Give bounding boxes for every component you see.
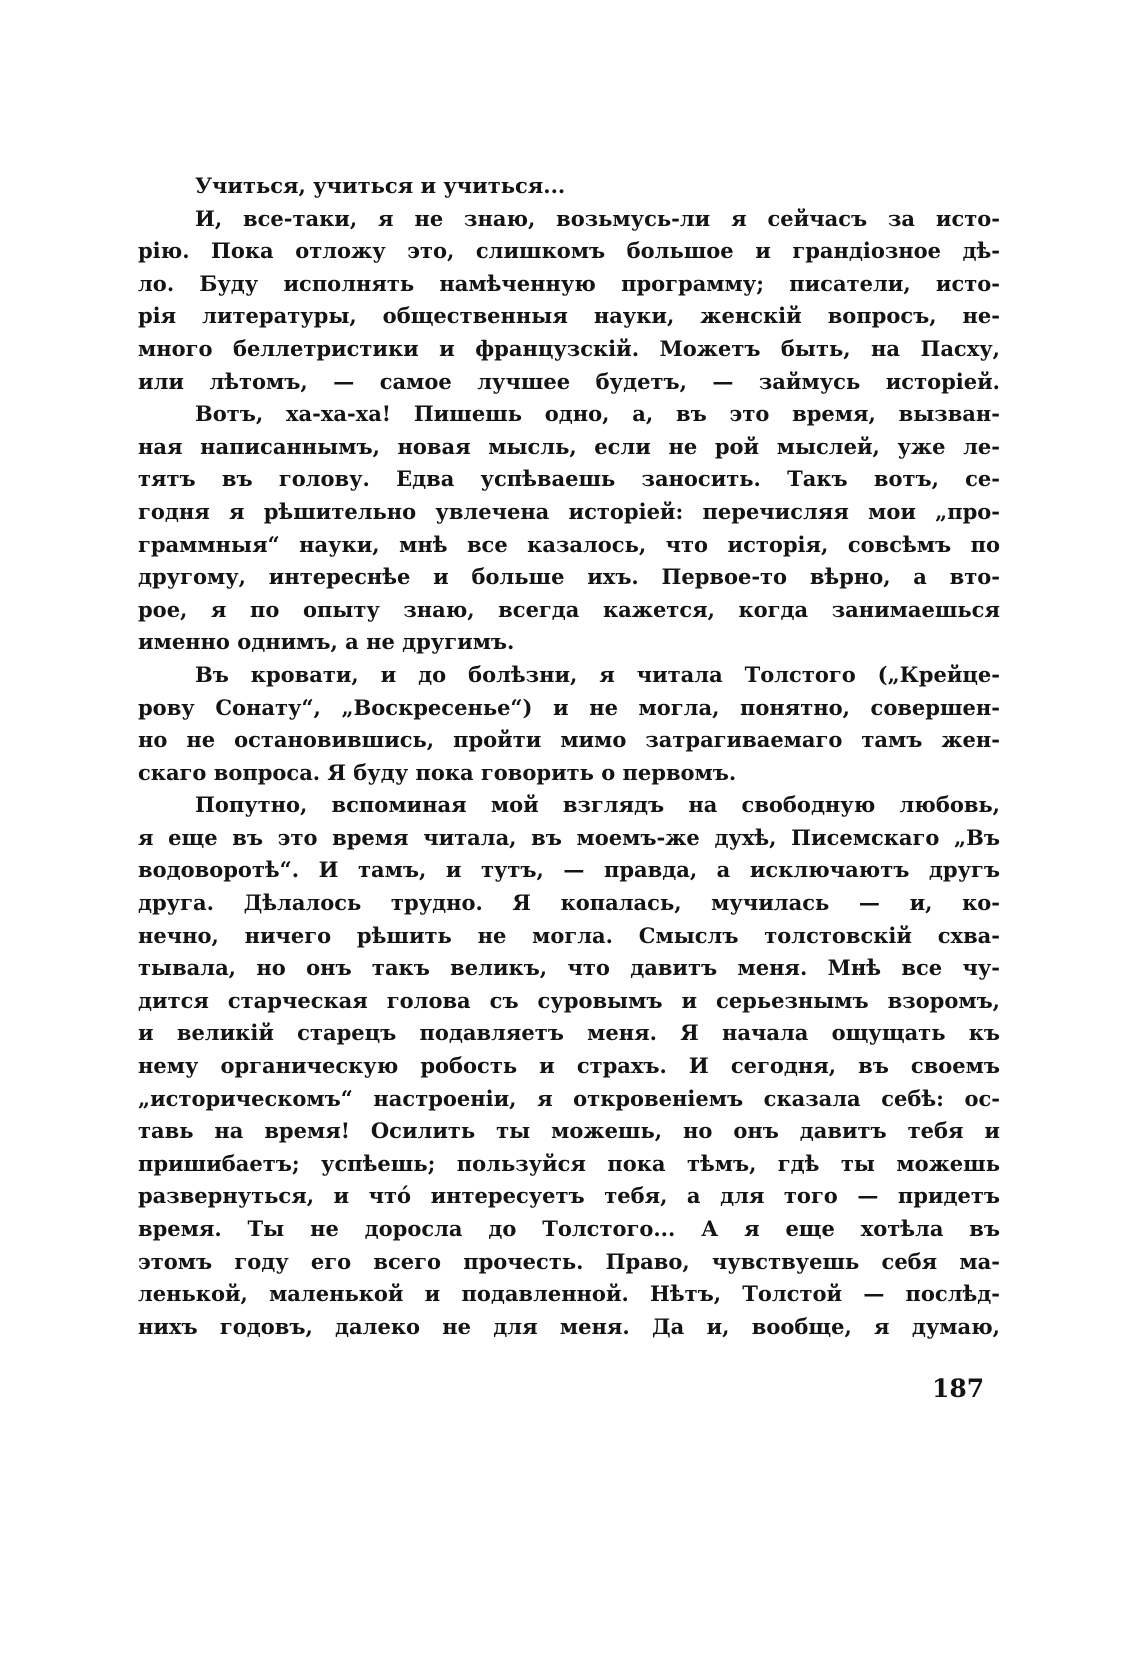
- text-line: ная написаннымъ, новая мысль, если не рой мыслей, уже ле-: [138, 433, 1000, 459]
- text-line: время. Ты не доросла до Толстого... А я еще хотѣла въ: [138, 1216, 1000, 1241]
- text-line: Вотъ, ха-ха-ха! Пишешь одно, а, въ это время, вызван-: [195, 401, 1000, 427]
- text-line: граммныя“ науки, мнѣ все казалось, что исторія, совсѣмъ по: [138, 531, 1000, 557]
- text-line: рое, я по опыту знаю, всегда кажется, когда занимаешься: [138, 596, 1000, 622]
- text-line: скаго вопроса. Я буду пока говорить о первомъ.: [138, 759, 737, 785]
- text-line: тывала, но онъ такъ великъ, что давитъ меня. Мнѣ все чу-: [138, 955, 1000, 981]
- text-line: „историческомъ“ настроеніи, я откровеніемъ сказала себѣ: ос-: [138, 1085, 1000, 1111]
- text-line: рію. Пока отложу это, слишкомъ большое и грандіозное дѣ-: [138, 238, 1000, 264]
- text-line: Попутно, вспоминая мой взглядъ на свободную любовь,: [195, 792, 1000, 818]
- text-line: ленькой, маленькой и подавленной. Нѣтъ, Толстой — послѣд-: [138, 1281, 1000, 1307]
- text-line: нихъ годовъ, далеко не для меня. Да и, вообще, я думаю,: [138, 1313, 1000, 1339]
- text-line: тятъ въ голову. Едва успѣваешь заносить. Такъ вотъ, се-: [138, 466, 1000, 492]
- text-line: рія литературы, общественныя науки, женскій вопросъ, не-: [138, 303, 1000, 329]
- text-line: пришибаетъ; успѣешь; пользуйся пока тѣмъ, гдѣ ты можешь: [138, 1150, 1000, 1176]
- text-line: тавь на время! Осилить ты можешь, но онъ давитъ тебя и: [138, 1118, 1000, 1144]
- text-line: другому, интереснѣе и больше ихъ. Первое-то вѣрно, а вто-: [138, 564, 1000, 590]
- text-line: но не остановившись, пройти мимо затрагиваемаго тамъ жен-: [138, 727, 1000, 753]
- text-line: Въ кровати, и до болѣзни, я читала Толстого („Крейце-: [195, 661, 1000, 687]
- text-line: водоворотѣ“. И тамъ, и тутъ, — правда, а исключаютъ другъ: [138, 857, 1000, 883]
- text-line: нему органическую робость и страхъ. И сегодня, въ своемъ: [138, 1053, 1000, 1079]
- page-number: 187: [932, 1374, 985, 1403]
- page-text: [138, 170, 1000, 1343]
- text-line: и великій старецъ подавляетъ меня. Я начала ощущать къ: [138, 1020, 1000, 1046]
- text-line: развернуться, и что́ интересуетъ тебя, а для того — придетъ: [138, 1183, 1000, 1209]
- text-line: нечно, ничего рѣшить не могла. Смыслъ толстовскій схва-: [138, 922, 1000, 948]
- text-line: этомъ году его всего прочесть. Право, чувствуешь себя ма-: [138, 1248, 1000, 1274]
- text-line: рову Сонату“, „Воскресенье“) и не могла, понятно, совершен-: [138, 694, 1000, 720]
- text-line: именно однимъ, а не другимъ.: [138, 629, 515, 655]
- text-line: много беллетристики и французскій. Можетъ быть, на Пасху,: [138, 335, 1000, 361]
- text-line: Учиться, учиться и учиться...: [195, 173, 566, 198]
- text-line: я еще въ это время читала, въ моемъ-же духѣ, Писемскаго „Въ: [138, 824, 1000, 850]
- text-line: годня я рѣшительно увлечена исторіей: перечисляя мои „про-: [138, 498, 1000, 524]
- text-line: ло. Буду исполнять намѣченную программу; писатели, исто-: [138, 270, 1000, 296]
- text-line: или лѣтомъ, — самое лучшее будетъ, — займусь исторіей.: [138, 368, 1000, 394]
- text-line: друга. Дѣлалось трудно. Я копалась, мучилась — и, ко-: [138, 890, 1000, 916]
- text-line: И, все-таки, я не знаю, возьмусь-ли я сейчасъ за исто-: [195, 205, 1000, 231]
- text-line: дится старческая голова съ суровымъ и серьезнымъ взоромъ,: [138, 987, 1000, 1013]
